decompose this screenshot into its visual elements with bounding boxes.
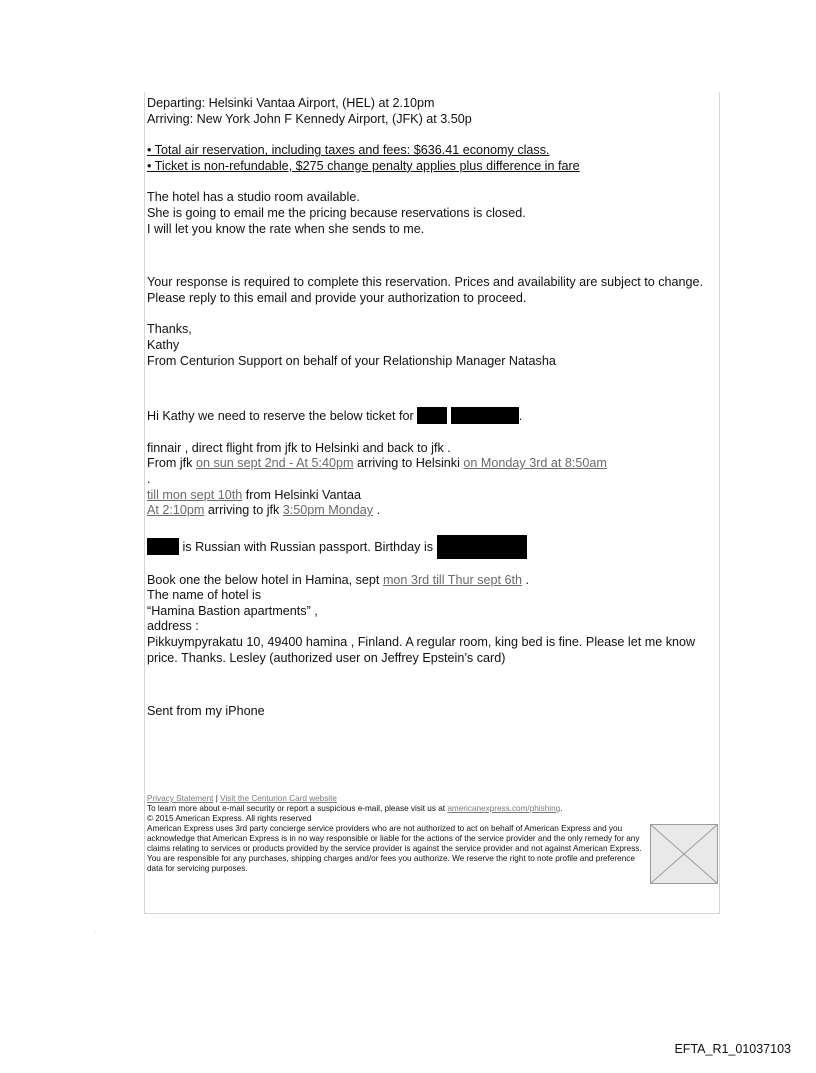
outbound-date-link[interactable]: on sun sept 2nd - At 5:40pm xyxy=(195,456,354,471)
copyright: © 2015 American Express. All rights reserved xyxy=(147,814,312,823)
hotel-note-line3: I will let you know the rate when she sends to me. xyxy=(147,221,425,236)
privacy-statement-link[interactable]: Privacy Statement xyxy=(147,794,214,803)
scan-speck: · xyxy=(95,930,97,936)
book-hotel-line: Book one the below hotel in Hamina, sept mon 3rd till Thur sept 6th . xyxy=(147,572,530,587)
signoff-name: Kathy xyxy=(147,337,180,352)
hotel-note-line2: She is going to email me the pricing because reservations is closed. xyxy=(147,205,526,220)
hotel-name-label: The name of hotel is xyxy=(147,588,262,603)
passport-line: is Russian with Russian passport. Birthday is xyxy=(147,535,719,559)
departing-line: Departing: Helsinki Vantaa Airport, (HEL) at 2.10pm xyxy=(147,96,435,110)
sent-from-iphone: Sent from my iPhone xyxy=(147,704,265,719)
arriving-line: Arriving: New York John F Kennedy Airport, (JFK) at 3.50p xyxy=(147,111,472,126)
phishing-link[interactable]: americanexpress.com/phishing xyxy=(447,804,561,813)
reply-instruction: Please reply to this email and provide your authorization to proceed. xyxy=(147,290,527,305)
hotel-name: “Hamina Bastion apartments” , xyxy=(147,603,318,618)
return-time-link[interactable]: At 2:10pm xyxy=(147,503,205,518)
request-greeting: Hi Kathy we need to reserve the below ticket for . xyxy=(147,409,523,424)
outbound-line: From jfk on sun sept 2nd - At 5:40pm arriving to Helsinki on Monday 3rd at 8:50am xyxy=(147,456,607,471)
redaction-box xyxy=(437,535,527,559)
amex-footer xyxy=(147,794,647,874)
total-fare-bullet: • Total air reservation, including taxes and fees: $636.41 economy class. xyxy=(147,143,550,158)
redaction-box xyxy=(147,538,179,555)
hotel-dates-link[interactable]: mon 3rd till Thur sept 6th xyxy=(382,572,523,587)
arrival-date-link[interactable]: on Monday 3rd at 8:50am xyxy=(463,456,607,471)
dot-line: . xyxy=(147,471,151,486)
redaction-box xyxy=(451,407,519,424)
refund-policy-bullet: • Ticket is non-refundable, $275 change penalty applies plus difference in fare xyxy=(147,158,580,173)
return-line: till mon sept 10th from Helsinki Vantaa xyxy=(147,487,361,502)
disclaimer: American Express uses 3rd party concierge service providers who are not authorized to act on behalf of American Express and you acknowledge that American Express is in no way responsible or liable for the actions of the service provider and the only remedy for any claims relating to services or products provided by the service provider is against the service provider and not against American Express. You are responsible for any purchases, shipping charges and/or fees you authorize. We reserve the right to note profile and preference data for servicing purposes. xyxy=(147,824,642,873)
hotel-note-line1: The hotel has a studio room available. xyxy=(147,190,360,205)
return-date-link[interactable]: till mon sept 10th xyxy=(147,487,243,502)
address-label: address : xyxy=(147,619,199,634)
return-arrival-link[interactable]: 3:50pm Monday xyxy=(282,503,374,518)
signoff-from: From Centurion Support on behalf of your Relationship Manager Natasha xyxy=(147,353,556,368)
signoff-thanks: Thanks, xyxy=(147,322,192,337)
hotel-address: Pikkuympyrakatu 10, 49400 hamina , Finland. A regular room, king bed is fine. Please let me know price. Thanks. Lesley (authorized user on Jeffrey Epstein’s card) xyxy=(147,635,696,665)
centurion-website-link[interactable]: Visit the Centurion Card website xyxy=(220,794,337,803)
document-id: EFTA_R1_01037103 xyxy=(674,1042,791,1056)
response-required: Your response is required to complete this reservation. Prices and availability are subject to change. xyxy=(147,275,704,290)
broken-image-placeholder xyxy=(650,824,718,884)
security-notice: To learn more about e-mail security or report a suspicious e-mail, please visit us at americanexpress.com/phishing. xyxy=(147,804,563,813)
footer-links: Privacy Statement | Visit the Centurion Card website xyxy=(147,794,337,803)
image-placeholder-icon xyxy=(651,825,717,883)
redaction-box xyxy=(417,407,447,424)
return-time-line: At 2:10pm arriving to jfk 3:50pm Monday . xyxy=(147,503,381,518)
email-body xyxy=(147,96,719,720)
finnair-line: finnair , direct flight from jfk to Helsinki and back to jfk . xyxy=(147,440,451,455)
